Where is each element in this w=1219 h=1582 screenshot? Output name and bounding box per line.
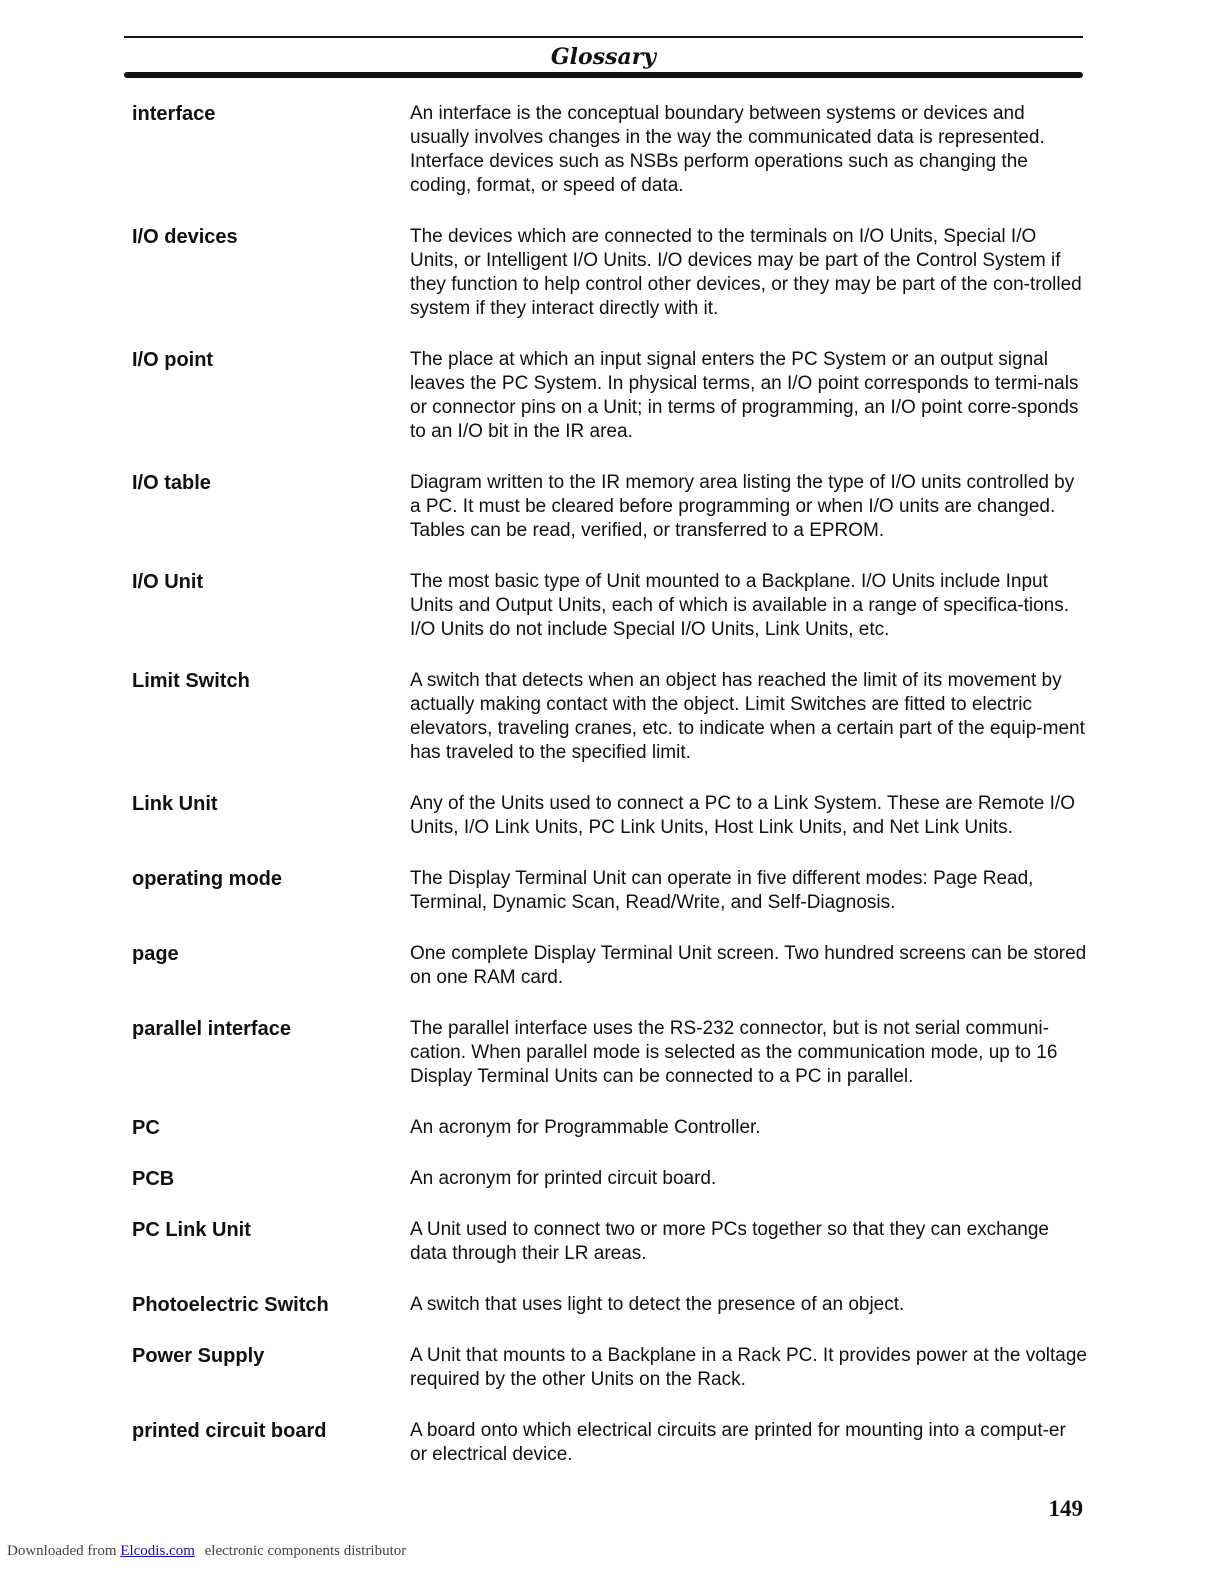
glossary-definition: A Unit that mounts to a Backplane in a Rack PC. It provides power at the voltage required by the other Units on the Rack. bbox=[410, 1345, 1087, 1390]
glossary-entry bbox=[132, 1344, 1087, 1392]
glossary-entry bbox=[132, 225, 1087, 321]
glossary-definition: One complete Display Terminal Unit screen. Two hundred screens can be stored on one RAM card. bbox=[410, 943, 1087, 988]
page-title: Glossary bbox=[550, 44, 657, 70]
glossary-term: I/O devices bbox=[132, 226, 238, 248]
glossary-definition: An interface is the conceptual boundary between systems or devices and usually involves changes in the way the communicated data is represented. Interface devices such as NSBs perform operations such as changing the coding, format, or speed of data. bbox=[410, 103, 1045, 196]
glossary-term: I/O Unit bbox=[132, 571, 204, 593]
glossary-entry bbox=[132, 792, 1087, 840]
glossary-term: I/O point bbox=[132, 349, 214, 371]
glossary-definition: The place at which an input signal enters the PC System or an output signal leaves the PC System. In physical terms, an I/O point corresponds to termi-nals or connector pins on a Unit; in terms of programming, an I/O point corre-sponds to an I/O bit in the IR area. bbox=[410, 349, 1079, 442]
glossary-term: Limit Switch bbox=[132, 670, 250, 692]
glossary-entry bbox=[132, 942, 1087, 990]
footer-suffix: electronic components distributor bbox=[204, 1543, 407, 1559]
header-bottom-rule bbox=[124, 72, 1083, 78]
glossary-term: PC bbox=[132, 1117, 160, 1139]
glossary-term: PCB bbox=[132, 1168, 175, 1190]
glossary-definition: Diagram written to the IR memory area listing the type of I/O units controlled by a PC. It must be cleared before programming or when I/O units are changed. Tables can be read, verified, or transferred to a EPROM. bbox=[410, 472, 1075, 541]
glossary-entry bbox=[132, 1017, 1087, 1089]
glossary-definition: A switch that detects when an object has reached the limit of its movement by actually making contact with the object. Limit Switches are fitted to electric elevators, traveling cranes, etc. to indicate when a certain part of the equip-ment has traveled to the specified limit. bbox=[410, 670, 1085, 763]
glossary-definition: The most basic type of Unit mounted to a Backplane. I/O Units include Input Units and Output Units, each of which is available in a range of specifica-tions. I/O Units do not include Special I/O Units, Link Units, etc. bbox=[410, 571, 1070, 640]
glossary-entry bbox=[132, 1419, 1087, 1467]
glossary-definition: An acronym for Programmable Controller. bbox=[410, 1117, 761, 1138]
glossary-term: parallel interface bbox=[132, 1018, 291, 1040]
glossary-entry bbox=[132, 1167, 1087, 1191]
glossary-term: Power Supply bbox=[132, 1345, 265, 1367]
glossary-term: interface bbox=[132, 103, 216, 125]
footer-prefix: Downloaded from bbox=[7, 1543, 117, 1559]
glossary-entry bbox=[132, 1218, 1087, 1266]
glossary-definition: An acronym for printed circuit board. bbox=[410, 1168, 717, 1189]
footer-link[interactable]: Elcodis.com bbox=[120, 1543, 195, 1559]
glossary-definition: The parallel interface uses the RS-232 connector, but is not serial communi-cation. When parallel mode is selected as the communication mode, up to 16 Display Terminal Units can be connected to a PC in parallel. bbox=[410, 1018, 1058, 1087]
glossary-entry bbox=[132, 102, 1087, 198]
glossary-term: Photoelectric Switch bbox=[132, 1294, 329, 1316]
glossary-definition: A Unit used to connect two or more PCs together so that they can exchange data through their LR areas. bbox=[410, 1219, 1049, 1264]
glossary-definition: A switch that uses light to detect the presence of an object. bbox=[410, 1294, 905, 1315]
glossary-entry bbox=[132, 1293, 1087, 1317]
glossary-definition: A board onto which electrical circuits are printed for mounting into a comput-er or electrical device. bbox=[410, 1420, 1066, 1465]
glossary-entry bbox=[132, 471, 1087, 543]
glossary-entry bbox=[132, 1116, 1087, 1140]
download-footer bbox=[7, 1541, 406, 1561]
page-number: 149 bbox=[1048, 1496, 1083, 1521]
glossary-definition: Any of the Units used to connect a PC to a Link System. These are Remote I/O Units, I/O Link Units, PC Link Units, Host Link Units, and Net Link Units. bbox=[410, 793, 1075, 838]
glossary-list bbox=[132, 102, 1087, 1494]
header-top-rule bbox=[124, 36, 1083, 38]
glossary-definition: The Display Terminal Unit can operate in five different modes: Page Read, Terminal, Dynamic Scan, Read/Write, and Self-Diagnosis. bbox=[410, 868, 1034, 913]
glossary-term: printed circuit board bbox=[132, 1420, 327, 1442]
glossary-term: operating mode bbox=[132, 868, 283, 890]
glossary-definition: The devices which are connected to the terminals on I/O Units, Special I/O Units, or Intelligent I/O Units. I/O devices may be part of the Control System if they function to help control other devices, or they may be part of the con-trolled system if they interact directly with it. bbox=[410, 226, 1082, 319]
glossary-entry bbox=[132, 348, 1087, 444]
glossary-entry bbox=[132, 867, 1087, 915]
glossary-term: I/O table bbox=[132, 472, 211, 494]
glossary-term: PC Link Unit bbox=[132, 1219, 251, 1241]
glossary-term: page bbox=[132, 943, 179, 965]
glossary-entry bbox=[132, 669, 1087, 765]
glossary-term: Link Unit bbox=[132, 793, 218, 815]
glossary-entry bbox=[132, 570, 1087, 642]
